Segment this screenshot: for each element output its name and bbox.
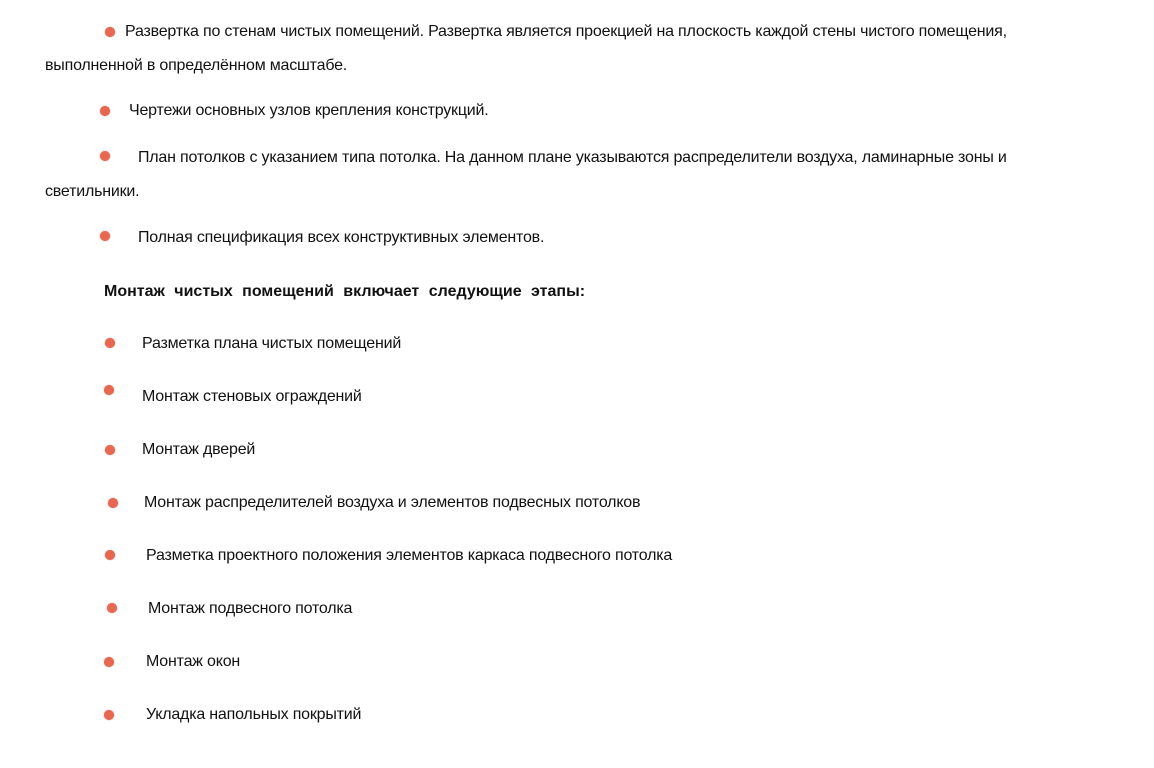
list-item-text: Разметка плана чистых помещений xyxy=(142,335,402,352)
list-item-text: Монтаж распределителей воздуха и элементов подвесных потолков xyxy=(144,494,641,511)
bullet-icon xyxy=(107,603,117,613)
bullet-icon xyxy=(100,231,110,241)
list-item-text: План потолков с указанием типа потолка. На данном плане указываются распределители воздуха, ламинарные зоны и xyxy=(138,149,1007,166)
bullet-icon xyxy=(105,27,115,37)
bullet-icon xyxy=(100,106,110,116)
list-item-text: Чертежи основных узлов крепления конструкций. xyxy=(129,102,489,119)
bullet-icon xyxy=(105,338,115,348)
list-item-text: Развертка по стенам чистых помещений. Развертка является проекцией на плоскость каждой стены чистого помещения, xyxy=(125,23,1007,40)
bullet-icon xyxy=(105,445,115,455)
list-item-text: Монтаж окон xyxy=(146,653,241,670)
list-item-text: Монтаж дверей xyxy=(142,441,256,458)
bullet-icon xyxy=(108,498,118,508)
bullet-icon xyxy=(100,151,110,161)
list-item-text: Монтаж подвесного потолка xyxy=(148,600,353,617)
list-item-text-continuation: светильники. xyxy=(45,183,140,200)
bullet-icon xyxy=(105,550,115,560)
bullet-icon xyxy=(104,710,114,720)
bullet-icon xyxy=(104,657,114,667)
section-heading: Монтаж чистых помещений включает следующие этапы: xyxy=(104,283,586,300)
bullet-icon xyxy=(104,385,114,395)
list-item-text: Монтаж стеновых ограждений xyxy=(142,388,362,405)
list-item-text: Разметка проектного положения элементов каркаса подвесного потолка xyxy=(146,547,673,564)
list-item-text: Полная спецификация всех конструктивных элементов. xyxy=(138,229,545,246)
list-item-text: Укладка напольных покрытий xyxy=(146,706,362,723)
list-item-text-continuation: выполненной в определённом масштабе. xyxy=(45,57,348,74)
